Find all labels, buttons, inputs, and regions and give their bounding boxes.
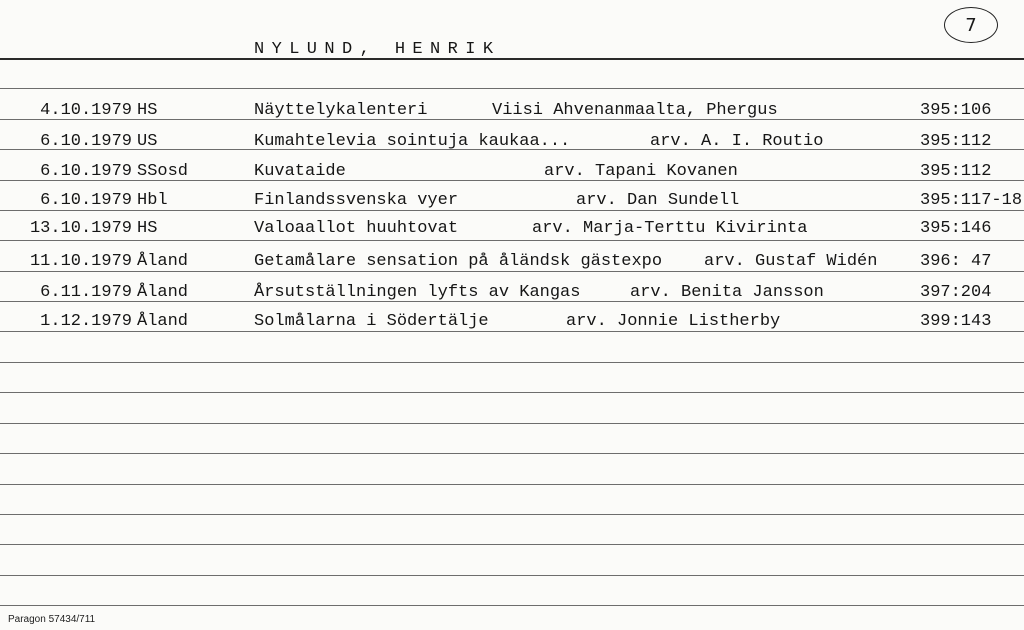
rule-line bbox=[0, 453, 1024, 454]
entry-source: Åland bbox=[137, 312, 189, 331]
entry-title: Solmålarna i Södertälje bbox=[254, 312, 489, 331]
entry-reference: 395:146 bbox=[920, 219, 992, 238]
list-item bbox=[0, 217, 1024, 241]
rule-line bbox=[0, 88, 1024, 89]
list-item bbox=[0, 281, 1024, 305]
entry-title: Kuvataide bbox=[254, 162, 346, 181]
entry-reference: 395:112 bbox=[920, 162, 992, 181]
entry-date: 6.10.1979 bbox=[40, 162, 132, 181]
entry-source: SSosd bbox=[137, 162, 189, 181]
entry-source: HS bbox=[137, 101, 158, 120]
entry-reviewer: arv. Benita Jansson bbox=[630, 283, 824, 302]
rule-line bbox=[0, 605, 1024, 606]
entry-date: 6.10.1979 bbox=[40, 191, 132, 210]
rule-line bbox=[0, 514, 1024, 515]
entry-reviewer: arv. Tapani Kovanen bbox=[544, 162, 738, 181]
entry-reference: 399:143 bbox=[920, 312, 992, 331]
list-item bbox=[0, 310, 1024, 334]
entry-reference: 395:117-18 bbox=[920, 191, 1023, 210]
entry-reviewer: arv. A. I. Routio bbox=[650, 132, 824, 151]
entry-reviewer: arv. Gustaf Widén bbox=[704, 252, 878, 271]
list-item bbox=[0, 250, 1024, 274]
entry-title: Årsutställningen lyfts av Kangas bbox=[254, 283, 581, 302]
header-rule bbox=[0, 58, 1024, 60]
entry-title: Näyttelykalenteri bbox=[254, 101, 428, 120]
list-item bbox=[0, 160, 1024, 184]
entry-reference: 396: 47 bbox=[920, 252, 992, 271]
entry-source: US bbox=[137, 132, 158, 151]
rule-line bbox=[0, 423, 1024, 424]
entry-reviewer: Viisi Ahvenanmaalta, Phergus bbox=[492, 101, 778, 120]
list-item bbox=[0, 99, 1024, 123]
entry-title: Valoaallot huuhtovat bbox=[254, 219, 459, 238]
entry-title: Kumahtelevia sointuja kaukaa... bbox=[254, 132, 571, 151]
entry-date: 13.10.1979 bbox=[29, 219, 132, 238]
entry-date: 11.10.1979 bbox=[29, 252, 132, 271]
rule-line bbox=[0, 362, 1024, 363]
entry-reviewer: arv. Marja-Terttu Kivirinta bbox=[532, 219, 808, 238]
entry-date: 6.10.1979 bbox=[40, 132, 132, 151]
entry-date: 6.11.1979 bbox=[40, 283, 132, 302]
entry-date: 1.12.1979 bbox=[40, 312, 132, 331]
entry-reviewer: arv. Jonnie Listherby bbox=[566, 312, 781, 331]
rule-line bbox=[0, 392, 1024, 393]
rule-line bbox=[0, 544, 1024, 545]
entry-reference: 395:106 bbox=[920, 101, 992, 120]
entry-date: 4.10.1979 bbox=[40, 101, 132, 120]
card-number-circle: 7 bbox=[944, 7, 998, 43]
entry-reviewer: arv. Dan Sundell bbox=[576, 191, 740, 210]
rule-line bbox=[0, 484, 1024, 485]
rule-line bbox=[0, 575, 1024, 576]
entry-source: Åland bbox=[137, 252, 189, 271]
list-item bbox=[0, 189, 1024, 213]
entry-title: Finlandssvenska vyer bbox=[254, 191, 459, 210]
entry-source: HS bbox=[137, 219, 158, 238]
entry-title: Getamålare sensation på åländsk gästexpo bbox=[254, 252, 663, 271]
entry-reference: 397:204 bbox=[920, 283, 992, 302]
entry-source: Åland bbox=[137, 283, 189, 302]
entry-reference: 395:112 bbox=[920, 132, 992, 151]
card-heading-name: NYLUND, HENRIK bbox=[254, 40, 501, 59]
printer-mark: Paragon 57434/711 bbox=[8, 614, 96, 625]
entry-source: Hbl bbox=[137, 191, 168, 210]
list-item bbox=[0, 130, 1024, 154]
